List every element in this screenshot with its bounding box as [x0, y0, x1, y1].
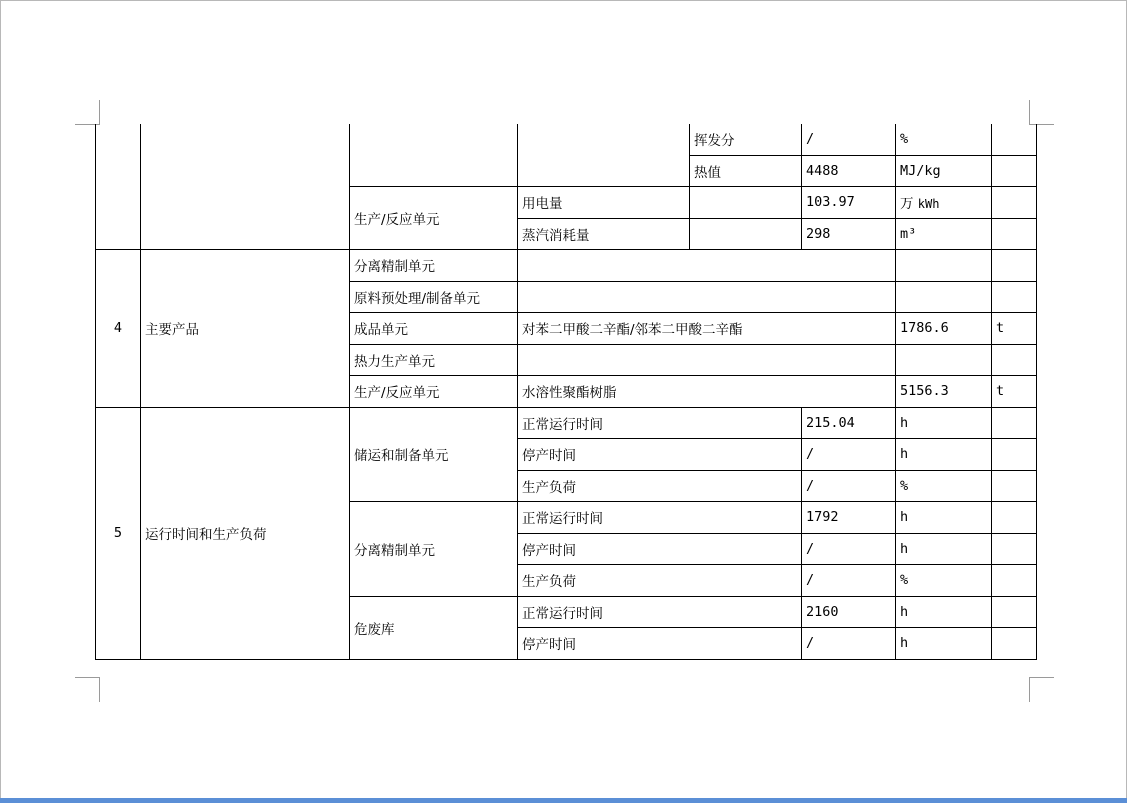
cell-unit: h	[896, 502, 992, 534]
cell-empty	[350, 124, 518, 187]
cell-value: 215.04	[802, 407, 896, 439]
cell-unit: t	[992, 313, 1037, 345]
cell-unit: h	[896, 439, 992, 471]
cell-unit-name: 生产/反应单元	[350, 376, 518, 408]
cell-unit: h	[896, 533, 992, 565]
cell-unit	[992, 281, 1037, 313]
data-table	[95, 124, 1037, 660]
cell-unit-name: 生产/反应单元	[350, 187, 518, 250]
cell-value: /	[802, 124, 896, 155]
cell-product	[518, 250, 896, 282]
cell-section-name: 主要产品	[141, 250, 350, 408]
cell-empty	[992, 155, 1037, 187]
cell-value: 1786.6	[896, 313, 992, 345]
cell-product	[518, 281, 896, 313]
cell-value: 298	[802, 218, 896, 250]
cell-product: 水溶性聚酯树脂	[518, 376, 896, 408]
cell-unit-name: 热力生产单元	[350, 344, 518, 376]
cell-unit-name: 储运和制备单元	[350, 407, 518, 502]
table-row	[96, 407, 1037, 439]
margin-corner-top-left	[75, 100, 100, 125]
cell-item: 生产负荷	[518, 470, 802, 502]
cell-empty	[992, 533, 1037, 565]
unit-cn: 万	[900, 196, 914, 213]
margin-corner-bottom-right	[1029, 677, 1054, 702]
cell-unit: m³	[896, 218, 992, 250]
cell-value: /	[802, 470, 896, 502]
cell-empty	[690, 187, 802, 219]
cell-empty	[96, 124, 141, 250]
cell-value	[896, 281, 992, 313]
cell-unit	[896, 187, 992, 219]
margin-corner-top-right	[1029, 100, 1054, 125]
cell-item: 停产时间	[518, 533, 802, 565]
cell-empty	[992, 470, 1037, 502]
cell-value: /	[802, 533, 896, 565]
cell-section-number: 5	[96, 407, 141, 659]
cell-value: 1792	[802, 502, 896, 534]
cell-empty	[992, 187, 1037, 219]
cell-unit: %	[896, 470, 992, 502]
window-bottom-bar	[0, 798, 1127, 803]
cell-value	[896, 344, 992, 376]
cell-empty	[992, 439, 1037, 471]
table-row	[96, 124, 1037, 155]
cell-product	[518, 344, 896, 376]
cell-section-name: 运行时间和生产负荷	[141, 407, 350, 659]
cell-empty	[992, 407, 1037, 439]
cell-empty	[992, 502, 1037, 534]
cell-empty	[992, 628, 1037, 660]
cell-unit: h	[896, 596, 992, 628]
cell-value: 4488	[802, 155, 896, 187]
cell-item: 生产负荷	[518, 565, 802, 597]
cell-unit: h	[896, 628, 992, 660]
cell-value: /	[802, 565, 896, 597]
cell-value: 2160	[802, 596, 896, 628]
cell-unit: h	[896, 407, 992, 439]
cell-empty	[992, 218, 1037, 250]
cell-unit	[992, 250, 1037, 282]
cell-sub-item: 挥发分	[690, 124, 802, 155]
cell-unit-name: 危废库	[350, 596, 518, 659]
cell-product: 对苯二甲酸二辛酯/邻苯二甲酸二辛酯	[518, 313, 896, 345]
table-row	[96, 250, 1037, 282]
cell-item: 正常运行时间	[518, 407, 802, 439]
cell-unit: %	[896, 124, 992, 155]
cell-empty	[690, 218, 802, 250]
cell-item: 用电量	[518, 187, 690, 219]
cell-unit-name: 原料预处理/制备单元	[350, 281, 518, 313]
cell-section-number: 4	[96, 250, 141, 408]
cell-empty	[141, 124, 350, 250]
cell-value	[896, 250, 992, 282]
cell-item: 正常运行时间	[518, 596, 802, 628]
margin-corner-bottom-left	[75, 677, 100, 702]
cell-unit: t	[992, 376, 1037, 408]
cell-item: 蒸汽消耗量	[518, 218, 690, 250]
cell-unit	[992, 344, 1037, 376]
cell-item: 停产时间	[518, 628, 802, 660]
cell-unit-name: 分离精制单元	[350, 250, 518, 282]
cell-value: /	[802, 439, 896, 471]
cell-item: 正常运行时间	[518, 502, 802, 534]
cell-value: 5156.3	[896, 376, 992, 408]
cell-value: /	[802, 628, 896, 660]
cell-sub-item: 热值	[690, 155, 802, 187]
cell-empty	[992, 596, 1037, 628]
cell-item: 停产时间	[518, 439, 802, 471]
unit-en: kWh	[917, 197, 940, 212]
cell-unit: MJ/kg	[896, 155, 992, 187]
cell-empty	[992, 124, 1037, 155]
cell-empty	[992, 565, 1037, 597]
cell-unit-name: 分离精制单元	[350, 502, 518, 597]
cell-unit: %	[896, 565, 992, 597]
cell-empty	[518, 124, 690, 187]
cell-value: 103.97	[802, 187, 896, 219]
cell-unit-name: 成品单元	[350, 313, 518, 345]
